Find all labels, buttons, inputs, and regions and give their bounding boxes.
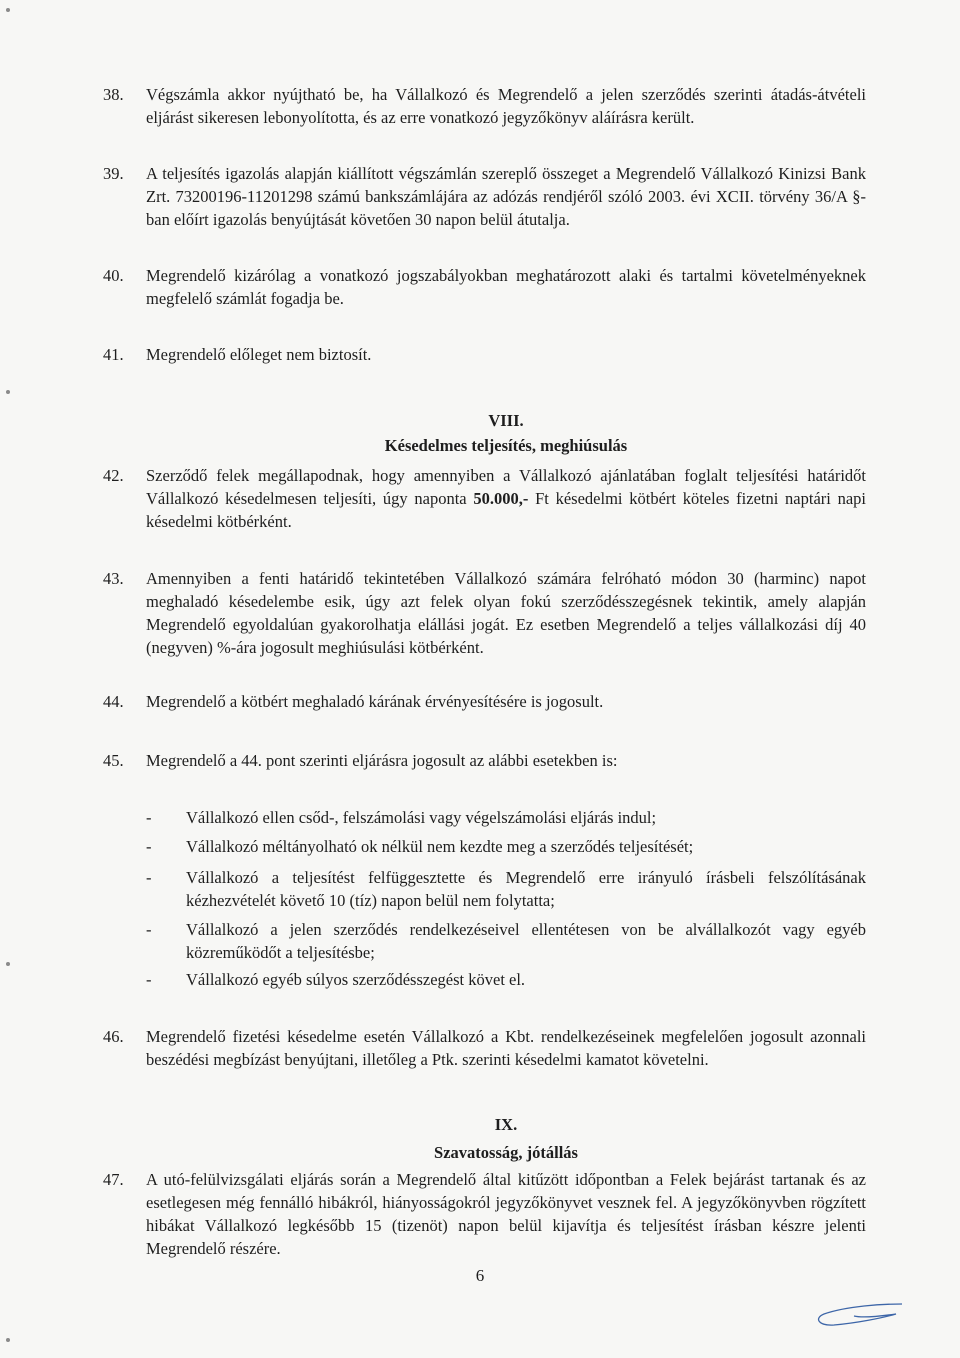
paragraph-number: 41.	[103, 345, 124, 364]
list-dash: -	[146, 868, 152, 887]
punch-hole-mark	[6, 390, 10, 394]
paragraph-number: 46.	[103, 1027, 124, 1046]
paragraph-text: Végszámla akkor nyújtható be, ha Vállalkozó és Megrendelő a jelen szerződés szerinti átadás-átvételi eljárást sikeresen lebonyolította, és az erre vonatkozó jegyzőkönyv aláírásra került.	[146, 85, 866, 127]
paragraph-text: A teljesítés igazolás alapján kiállított végszámlán szereplő összeget a Megrendelő Vállalkozó Kinizsi Bank Zrt. 73200196-11201298 számú bankszámlájára az adózás rendjéről szóló 2003. évi XCII. törvény 36/A §-ban előírt igazolás benyújtását követően 30 napon belül átutalja.	[146, 164, 866, 229]
paragraph-text: Megrendelő kizárólag a vonatkozó jogszabályokban meghatározott alaki és tartalmi követelményeknek megfelelő számlát fogadja be.	[146, 266, 866, 308]
page-number: 6	[475, 1266, 485, 1285]
punch-hole-mark	[6, 1338, 10, 1342]
list-item-text: Vállalkozó méltányolható ok nélkül nem kezdte meg a szerződés teljesítését;	[186, 837, 694, 856]
paragraph-number: 39.	[103, 164, 124, 183]
penalty-amount: 50.000,-	[473, 489, 529, 508]
paragraph-number: 45.	[103, 751, 124, 770]
paragraph-text: Megrendelő a kötbért meghaladó kárának érvényesítésére is jogosult.	[146, 692, 604, 711]
paragraph-number: 44.	[103, 692, 124, 711]
section-title: Szavatosság, jótállás	[434, 1143, 578, 1162]
paragraph-number: 40.	[103, 266, 124, 285]
punch-hole-mark	[6, 962, 10, 966]
paragraph-number: 47.	[103, 1170, 124, 1189]
list-dash: -	[146, 920, 152, 939]
paragraph-text	[146, 464, 866, 533]
paragraph-text: Megrendelő a 44. pont szerinti eljárásra jogosult az alábbi esetekben is:	[146, 751, 618, 770]
list-dash: -	[146, 970, 152, 989]
list-item-text: Vállalkozó egyéb súlyos szerződésszegést követ el.	[186, 970, 526, 989]
paragraph-number: 43.	[103, 569, 124, 588]
paragraph-number: 42.	[103, 466, 124, 485]
signature-mark	[812, 1298, 912, 1332]
list-item-text: Vállalkozó a teljesítést felfüggesztette és Megrendelő erre irányuló írásbeli felszólításának kézhezvételét követő 10 (tíz) napon belül nem folytatta;	[186, 868, 866, 910]
paragraph-text: Megrendelő fizetési késedelme esetén Vállalkozó a Kbt. rendelkezéseinek megfelelően jogosult azonnali beszédési megbízást benyújtani, illetőleg a Ptk. szerinti késedelmi kamatot követelni.	[146, 1027, 866, 1069]
paragraph-text: Megrendelő előleget nem biztosít.	[146, 345, 372, 364]
list-dash: -	[146, 837, 152, 856]
paragraph-text-start: Szerződő felek megállapodnak, hogy amennyiben a Vállalkozó ajánlatában foglalt teljesítési határidőt Vállalkozó késedelmesen teljesíti, úgy naponta	[146, 466, 866, 508]
paragraph-number: 38.	[103, 85, 124, 104]
paragraph-text: A utó-felülvizsgálati eljárás során a Megrendelő által kitűzött időpontban a Felek bejárást tartanak és az esetlegesen még fennálló hibákról, hiányosságokról jegyzőkönyvet vesznek fel. A jegyzőkönyvben rögzített hibákat Vállalkozó legkésőbb 15 (tizenöt) napon belül kijavítja és teljesítést írásban készre jelenti Megrendelő részére.	[146, 1170, 866, 1258]
list-dash: -	[146, 808, 152, 827]
paragraph-text-end: Ft késedelmi kötbért köteles fizetni naptári napi késedelmi kötbérként.	[146, 489, 866, 531]
section-numeral: IX.	[494, 1115, 518, 1134]
list-item-text: Vállalkozó a jelen szerződés rendelkezéseivel ellentétesen von be alvállalkozót vagy egyéb közreműködőt a teljesítésbe;	[186, 920, 866, 962]
paragraph-text: Amennyiben a fenti határidő tekintetében Vállalkozó számára felróható módon 30 (harminc) napot meghaladó késedelembe esik, úgy azt felek olyan fokú szerződésszegésnek tekintik, amely alapján Megrendelő egyoldalúan gyakorolhatja elállási jogát. Ez esetben Megrendelő a teljes vállalkozási díj 40 (negyven) %-ára jogosult meghiúsulási kötbérként.	[146, 569, 866, 657]
section-numeral: VIII.	[488, 411, 524, 430]
list-item-text: Vállalkozó ellen csőd-, felszámolási vagy végelszámolási eljárás indul;	[186, 808, 657, 827]
section-title: Késedelmes teljesítés, meghiúsulás	[384, 436, 628, 455]
punch-hole-mark	[6, 8, 10, 12]
